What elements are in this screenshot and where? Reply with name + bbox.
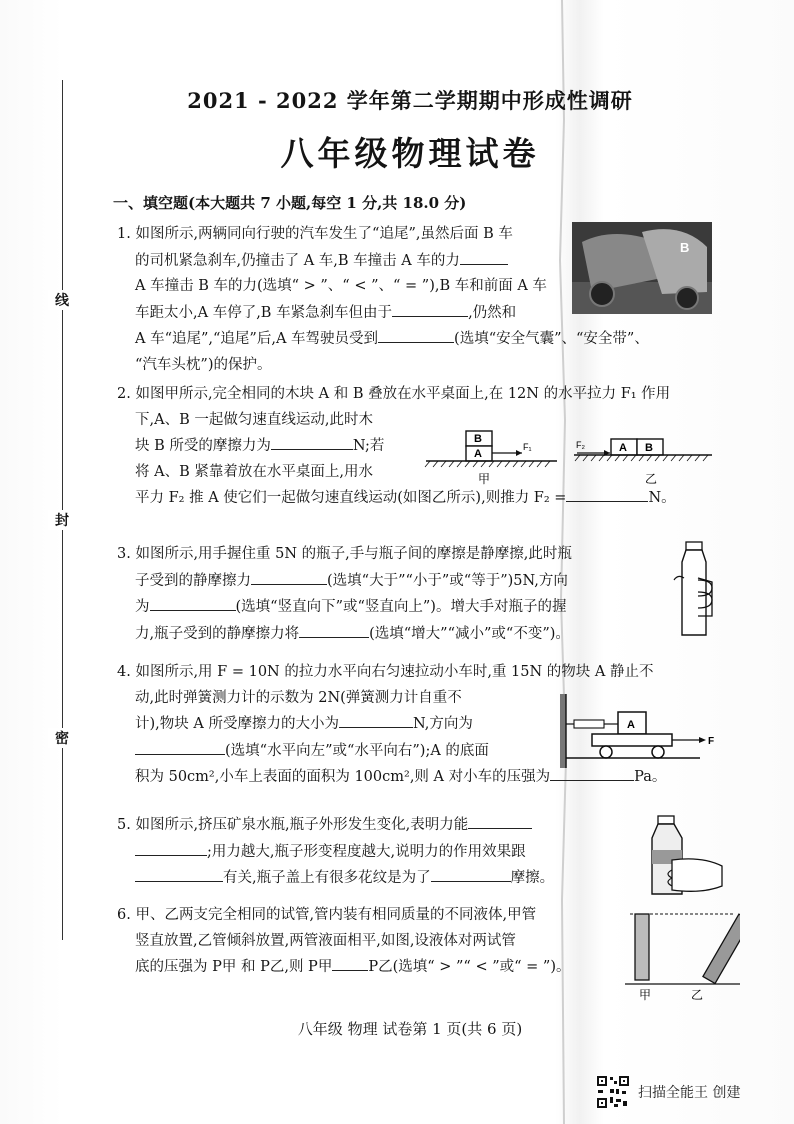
q4-line2: 动,此时弹簧测力计的示数为 2N(弹簧测力计自重不 <box>135 689 462 706</box>
fig-label-f1: F₁ <box>523 442 532 452</box>
q2-line3: 块 B 所受的摩擦力为 N;若 <box>117 433 676 460</box>
binding-char-feng: 封 <box>48 510 76 530</box>
blocks-figure <box>422 426 717 488</box>
qr-code-icon <box>596 1075 630 1109</box>
q5-line3: 有关,瓶子盖上有很多花纹是为了 摩擦。 <box>117 865 554 892</box>
q4-line5: 积为 50cm²,小车上表面的面积为 100cm²,则 A 对小车的压强为 Pa。 <box>117 764 666 791</box>
section-heading: 一、填空题(本大题共 7 小题,每空 1 分,共 18.0 分) <box>113 194 467 212</box>
q6-line2: 竖直放置,乙管倾斜放置,两管液面相平,如图,设液体对两试管 <box>135 932 516 949</box>
q3-line3: 为 (选填“竖直向下”或“竖直向上”)。增大手对瓶子的握 <box>117 594 572 621</box>
answer-blank[interactable] <box>299 621 369 638</box>
car-crash-photo <box>572 222 712 314</box>
q3-line4: 力,瓶子受到的静摩擦力将 (选填“增大”“减小”或“不变”)。 <box>117 621 572 648</box>
q1-line6: “汽车头枕”)的保护。 <box>135 356 272 373</box>
q6-line3: 底的压强为 P甲 和 P乙,则 P甲 P乙(选填“ > ”“ < ”或“ = ”)。 <box>117 954 570 981</box>
fig-label-f2: F₂ <box>576 440 585 450</box>
answer-blank[interactable] <box>431 865 511 882</box>
question-3 <box>117 542 572 647</box>
answer-blank[interactable] <box>339 711 413 728</box>
q2-line5: 平力 F₂ 推 A 使它们一起做匀速直线运动(如图乙所示),则推力 F₂ = N。 <box>117 485 676 512</box>
q3-line1: 3. 如图所示,用手握住重 5N 的瓶子,手与瓶子间的摩擦是静摩擦,此时瓶 <box>117 546 572 562</box>
watermark-text: 扫描全能王 创建 <box>638 1085 741 1101</box>
scanner-watermark <box>596 1075 740 1109</box>
photo-label: B <box>680 240 690 255</box>
fig-label-jia: 甲 <box>639 988 652 1002</box>
fig-label-jia: 甲 <box>478 472 491 486</box>
answer-blank[interactable] <box>150 594 236 611</box>
q1-line4: 车距太小,A 车停了,B 车紧急刹车但由于 ,仍然和 <box>117 300 649 327</box>
q2-line2: 下,A、B 一起做匀速直线运动,此时木 <box>135 411 373 428</box>
q5-line1: 5. 如图所示,挤压矿泉水瓶,瓶子外形发生变化,表明力能 <box>117 812 554 839</box>
answer-blank[interactable] <box>135 738 225 755</box>
fig-label-a: A <box>474 448 482 460</box>
q1-line2: 的司机紧急刹车,仍撞击了 A 车,B 车撞击 A 车的力 <box>117 248 649 275</box>
q2-line4: 将 A、B 紧靠着放在水平桌面上,用水 <box>135 463 373 480</box>
q6-line1: 6. 甲、乙两支完全相同的试管,管内装有相同质量的不同液体,甲管 <box>117 907 537 923</box>
question-6 <box>117 903 570 981</box>
answer-blank[interactable] <box>392 300 468 317</box>
water-bottle-figure <box>642 814 724 900</box>
fig-force-label: F <box>708 736 715 747</box>
q4-line4: (选填“水平向左”或“水平向右”);A 的底面 <box>117 738 666 765</box>
answer-blank[interactable] <box>378 326 454 343</box>
answer-blank[interactable] <box>468 812 532 829</box>
q2-line1: 2. 如图甲所示,完全相同的木块 A 和 B 叠放在水平桌面上,在 12N 的水平拉力 F₁ 作用 <box>117 386 671 402</box>
test-tubes-figure <box>625 906 740 1002</box>
exam-title: 2021 - 2022 学年第二学期期中形成性调研 <box>187 88 633 113</box>
question-5 <box>117 812 554 892</box>
q1-line5: A 车“追尾”,“追尾”后,A 车驾驶员受到 (选填“安全气囊”、“安全带”、 <box>117 326 649 353</box>
page-footer: 八年级 物理 试卷第 1 页(共 6 页) <box>297 1020 523 1038</box>
q3-line2: 子受到的静摩擦力 (选填“大于”“小于”或“等于”)5N,方向 <box>117 568 572 595</box>
fig-label-b2: B <box>645 442 653 454</box>
fig-label-yi: 乙 <box>691 988 704 1002</box>
fig-block-label: A <box>627 719 635 731</box>
answer-blank[interactable] <box>135 865 223 882</box>
answer-blank[interactable] <box>332 954 368 971</box>
q4-line3: 计),物块 A 所受摩擦力的大小为 N,方向为 <box>117 711 666 738</box>
answer-blank[interactable] <box>135 839 207 856</box>
q4-line1: 4. 如图所示,用 F = 10N 的拉力水平向右匀速拉动小车时,重 15N 的物块 A 静止不 <box>117 664 654 680</box>
binding-char-xian: 线 <box>48 290 76 310</box>
q1-line3: A 车撞击 B 车的力(选填“ > ”、“ < ”、“ = ”),B 车和前面 A 车 <box>135 278 547 294</box>
cart-spring-figure <box>560 690 720 772</box>
fig-label-a2: A <box>619 442 627 454</box>
fig-label-yi: 乙 <box>645 472 658 486</box>
binding-char-mi: 密 <box>48 728 76 748</box>
question-1 <box>117 222 649 378</box>
q5-line2: ;用力越大,瓶子形变程度越大,说明力的作用效果跟 <box>117 839 554 866</box>
answer-blank[interactable] <box>271 433 353 450</box>
hand-bottle-figure <box>668 540 720 640</box>
answer-blank[interactable] <box>460 248 508 265</box>
q1-line1: 1. 如图所示,两辆同向行驶的汽车发生了“追尾”,虽然后面 B 车 <box>117 226 513 242</box>
answer-blank[interactable] <box>251 568 327 585</box>
fig-label-b: B <box>474 433 482 445</box>
exam-subtitle: 八年级物理试卷 <box>280 134 540 173</box>
